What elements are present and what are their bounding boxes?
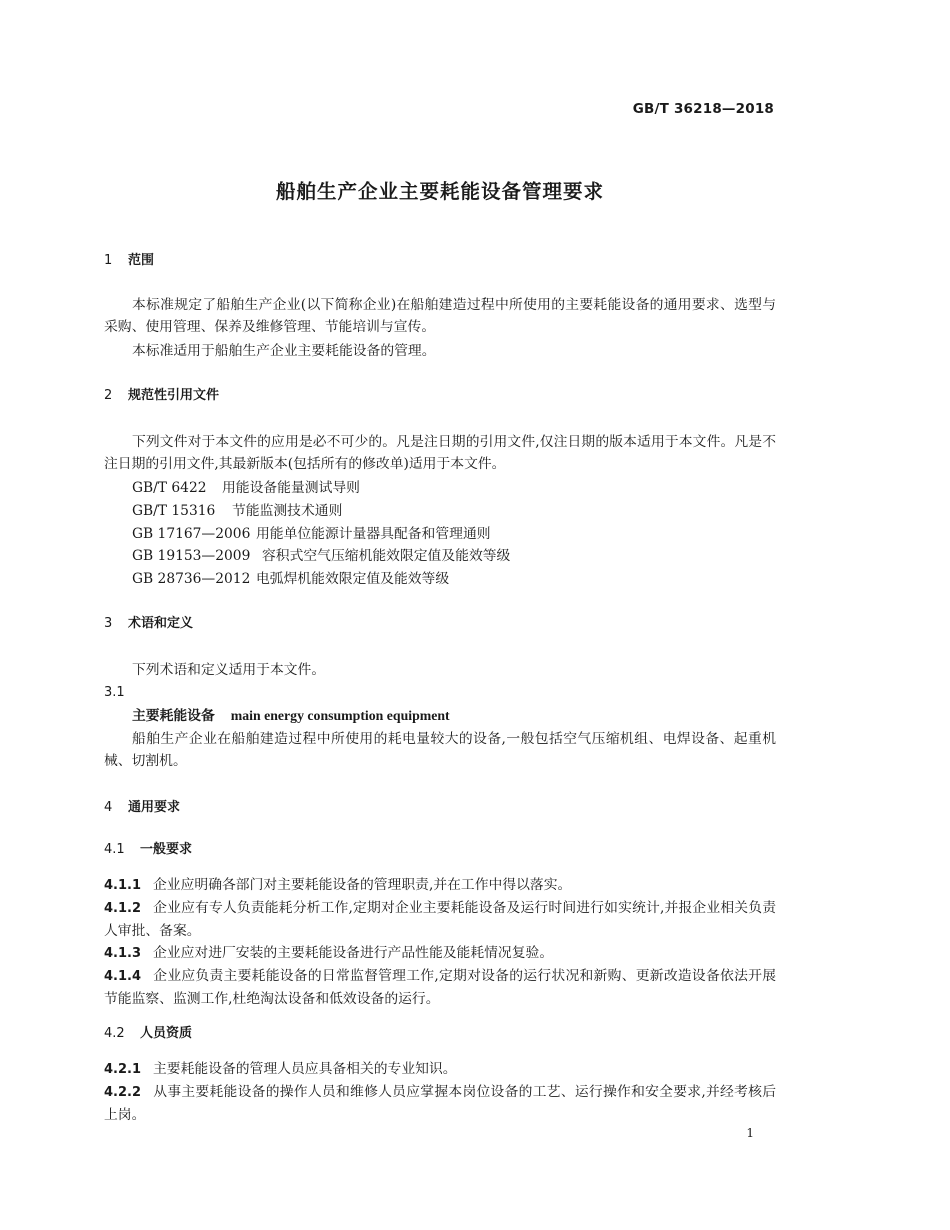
section-title: 术语和定义 bbox=[128, 616, 194, 631]
clause-text: 从事主要耗能设备的操作人员和维修人员应掌握本岗位设备的工艺、运行操作和安全要求,并经考核后上岗。 bbox=[104, 1084, 776, 1123]
paragraph: 下列术语和定义适用于本文件。 bbox=[132, 662, 326, 678]
term-chinese: 主要耗能设备 bbox=[132, 708, 215, 724]
clause-4-2-1 bbox=[104, 1058, 776, 1081]
reference-item bbox=[132, 500, 772, 522]
term-number: 3.1 bbox=[104, 685, 125, 700]
section-title: 规范性引用文件 bbox=[128, 388, 220, 403]
section-4-heading bbox=[104, 797, 776, 819]
section-number: 2 bbox=[104, 388, 113, 403]
reference-name: 用能单位能源计量器具配备和管理通则 bbox=[256, 526, 491, 542]
reference-name: 电弧焊机能效限定值及能效等级 bbox=[256, 571, 450, 587]
subsection-4-1-heading bbox=[104, 839, 776, 861]
document-title: 船舶生产企业主要耗能设备管理要求 bbox=[275, 180, 604, 203]
reference-item bbox=[132, 523, 772, 545]
term-name bbox=[132, 705, 772, 727]
reference-name: 用能设备能量测试导则 bbox=[222, 480, 360, 496]
clause-number: 4.1.1 bbox=[104, 878, 142, 893]
section-title: 通用要求 bbox=[128, 800, 181, 815]
clause-text: 主要耗能设备的管理人员应具备相关的专业知识。 bbox=[153, 1061, 457, 1077]
reference-code: GB 17167—2006 bbox=[132, 526, 251, 542]
reference-item bbox=[132, 545, 772, 567]
paragraph: 本标准规定了船舶生产企业(以下简称企业)在船舶建造过程中所使用的主要耗能设备的通用要求、选型与采购、使用管理、保养及维修管理、节能培训与宣传。 bbox=[104, 297, 776, 335]
clause-4-1-4 bbox=[104, 965, 776, 1010]
paragraph: 下列文件对于本文件的应用是必不可少的。凡是注日期的引用文件,仅注日期的版本适用于本文件。凡是不注日期的引用文件,其最新版本(包括所有的修改单)适用于本文件。 bbox=[104, 434, 776, 472]
term-definition: 船舶生产企业在船舶建造过程中所使用的耗电量较大的设备,一般包括空气压缩机组、电焊设备、起重机械、切割机。 bbox=[104, 731, 776, 769]
page-number: 1 bbox=[746, 1126, 754, 1140]
reference-name: 节能监测技术通则 bbox=[232, 503, 343, 519]
clause-number: 4.2.1 bbox=[104, 1062, 142, 1077]
subsection-title: 一般要求 bbox=[140, 842, 193, 857]
clause-text: 企业应明确各部门对主要耗能设备的管理职责,并在工作中得以落实。 bbox=[153, 877, 572, 893]
reference-code: GB/T 6422 bbox=[132, 480, 207, 496]
paragraph: 本标准适用于船舶生产企业主要耗能设备的管理。 bbox=[132, 343, 436, 359]
clause-4-1-2 bbox=[104, 897, 776, 942]
clause-4-1-1 bbox=[104, 874, 776, 897]
section-2-heading bbox=[104, 385, 776, 407]
reference-name: 容积式空气压缩机能效限定值及能效等级 bbox=[262, 548, 511, 564]
reference-item bbox=[132, 477, 772, 499]
subsection-4-2-heading bbox=[104, 1023, 776, 1045]
reference-code: GB 28736—2012 bbox=[132, 571, 251, 587]
reference-code: GB/T 15316 bbox=[132, 503, 216, 519]
reference-code: GB 19153—2009 bbox=[132, 548, 251, 564]
reference-item bbox=[132, 568, 772, 590]
clause-number: 4.1.2 bbox=[104, 901, 142, 916]
clause-number: 4.1.3 bbox=[104, 946, 142, 961]
section-3-heading bbox=[104, 613, 776, 635]
section-1-heading bbox=[104, 250, 776, 272]
subsection-number: 4.1 bbox=[104, 842, 125, 857]
clause-number: 4.2.2 bbox=[104, 1085, 142, 1100]
term-english: main energy consumption equipment bbox=[230, 708, 450, 723]
section-number: 3 bbox=[104, 616, 113, 631]
clause-text: 企业应对进厂安装的主要耗能设备进行产品性能及能耗情况复验。 bbox=[153, 945, 554, 961]
section-number: 1 bbox=[104, 253, 113, 268]
subsection-title: 人员资质 bbox=[140, 1026, 193, 1041]
clause-4-2-2 bbox=[104, 1081, 776, 1126]
clause-text: 企业应有专人负责能耗分析工作,定期对企业主要耗能设备及运行时间进行如实统计,并报企业相关负责人审批、备案。 bbox=[104, 900, 776, 939]
standard-number: GB/T 36218—2018 bbox=[632, 101, 774, 117]
subsection-number: 4.2 bbox=[104, 1026, 125, 1041]
section-number: 4 bbox=[104, 800, 113, 815]
clause-4-1-3 bbox=[104, 942, 776, 965]
section-title: 范围 bbox=[128, 253, 155, 268]
clause-text: 企业应负责主要耗能设备的日常监督管理工作,定期对设备的运行状况和新购、更新改造设备依法开展节能监察、监测工作,杜绝淘汰设备和低效设备的运行。 bbox=[104, 968, 776, 1007]
clause-number: 4.1.4 bbox=[104, 969, 142, 984]
